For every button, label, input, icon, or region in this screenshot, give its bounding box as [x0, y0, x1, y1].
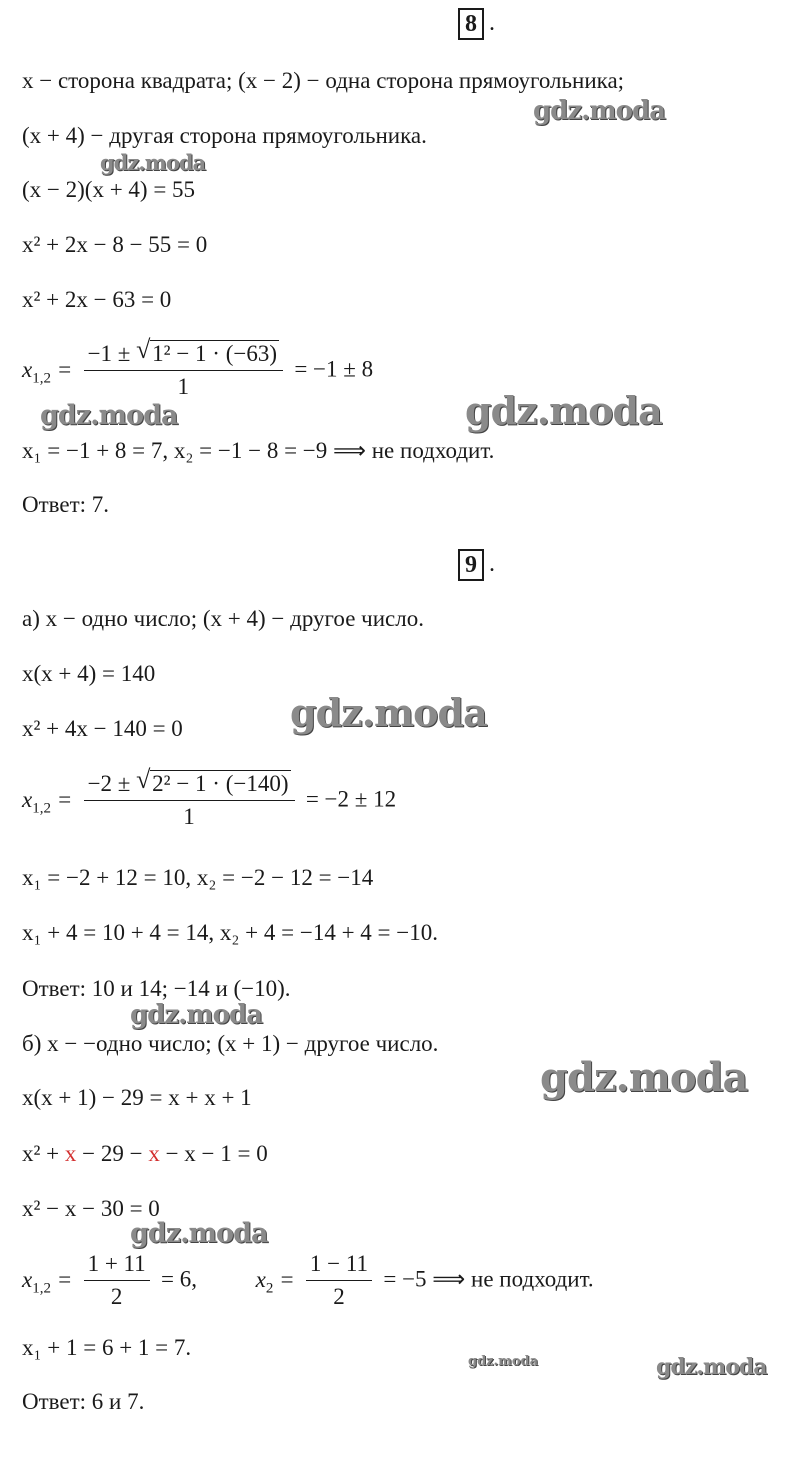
p9b-eq2: x² + x − 29 − x − x − 1 = 0	[22, 1141, 268, 1166]
p9a-root-fraction: −2 ± √ 2² − 1 · (−140) 1	[84, 770, 295, 831]
p9a-plus: x₁ + 4 = 10 + 4 = 14, x₂ + 4 = −14 + 4 = −10.	[22, 920, 438, 945]
p9b-plus: x₁ + 1 = 6 + 1 = 7.	[22, 1335, 192, 1360]
watermark: gdz.moda	[533, 96, 666, 126]
watermark: gdz.moda	[40, 400, 178, 431]
p8-line-5: x² + 2x − 63 = 0	[22, 287, 172, 312]
watermark: gdz.moda	[540, 1054, 748, 1101]
p8-answer: Ответ: 7.	[22, 492, 110, 517]
p9b-x1-fraction: $\frac{1 + 11}{2}$	[84, 1250, 150, 1311]
p9a-answer: Ответ: 10 и 14; −14 и (−10).	[22, 976, 291, 1001]
p9b-roots: $x_{1,2}$ = $\frac{1 + 11}{2}$ = 6, $x_2$ = $\frac{1 - 11}{2}$ = −5 ⟹ не подходит.	[22, 1251, 594, 1309]
crossed-term: x	[64, 1141, 77, 1166]
p9b-eq1: x(x + 1) − 29 = x + x + 1	[22, 1085, 252, 1110]
p9b-x2-fraction: $\frac{1 - 11}{2}$	[306, 1250, 372, 1311]
watermark: gdz.moda	[130, 1000, 263, 1030]
problem-number-dot: .	[489, 551, 495, 577]
problem-number-8	[458, 8, 484, 40]
p9a-root-formula: $x_{1,2}$ = −2 ± √ 2² − 1 · (−140) 1 = −2 ± 12	[22, 765, 397, 829]
watermark: gdz.moda	[100, 150, 206, 175]
p8-line-2: (x + 4) − другая сторона прямоугольника.	[22, 123, 427, 148]
p9b-eq3: x² − x − 30 = 0	[22, 1196, 160, 1221]
p8-root-fraction: −1 ± √ 1² − 1 · (−63) 1	[84, 340, 283, 401]
p8-root-formula: $x_{1,2}$ = −1 ± √ 1² − 1 · (−63) 1 = −1 ± 8	[22, 335, 374, 399]
watermark: gdz.moda	[656, 1354, 767, 1380]
p9a-roots: x₁ = −2 + 12 = 10, x₂ = −2 − 12 = −14	[22, 865, 374, 890]
problem-number-dot: .	[489, 10, 495, 36]
problem-number-9-text: 9	[465, 552, 477, 578]
crossed-term: x	[148, 1141, 160, 1166]
problem-number-9	[458, 549, 484, 581]
p9a-eq1: x(x + 4) = 140	[22, 661, 156, 686]
p8-line-1: x − сторона квадрата; (x − 2) − одна сторона прямоугольника;	[22, 68, 625, 93]
watermark: gdz.moda	[465, 388, 662, 433]
p9b-intro: б) x − −одно число; (x + 1) − другое число.	[22, 1031, 439, 1056]
p8-line-4: x² + 2x − 8 − 55 = 0	[22, 232, 208, 257]
p9a-eq2: x² + 4x − 140 = 0	[22, 716, 183, 741]
watermark: gdz.moda	[130, 1218, 268, 1249]
watermark: gdz.moda	[290, 690, 487, 735]
problem-number-8-text: 8	[465, 11, 477, 37]
watermark: gdz.moda	[468, 1354, 539, 1369]
p8-line-3: (x − 2)(x + 4) = 55	[22, 177, 196, 202]
p9a-intro: а) x − одно число; (x + 4) − другое число.	[22, 606, 424, 631]
p8-roots: x₁ = −1 + 8 = 7, x₂ = −1 − 8 = −9 ⟹ не подходит.	[22, 438, 495, 463]
p9b-answer: Ответ: 6 и 7.	[22, 1389, 145, 1414]
